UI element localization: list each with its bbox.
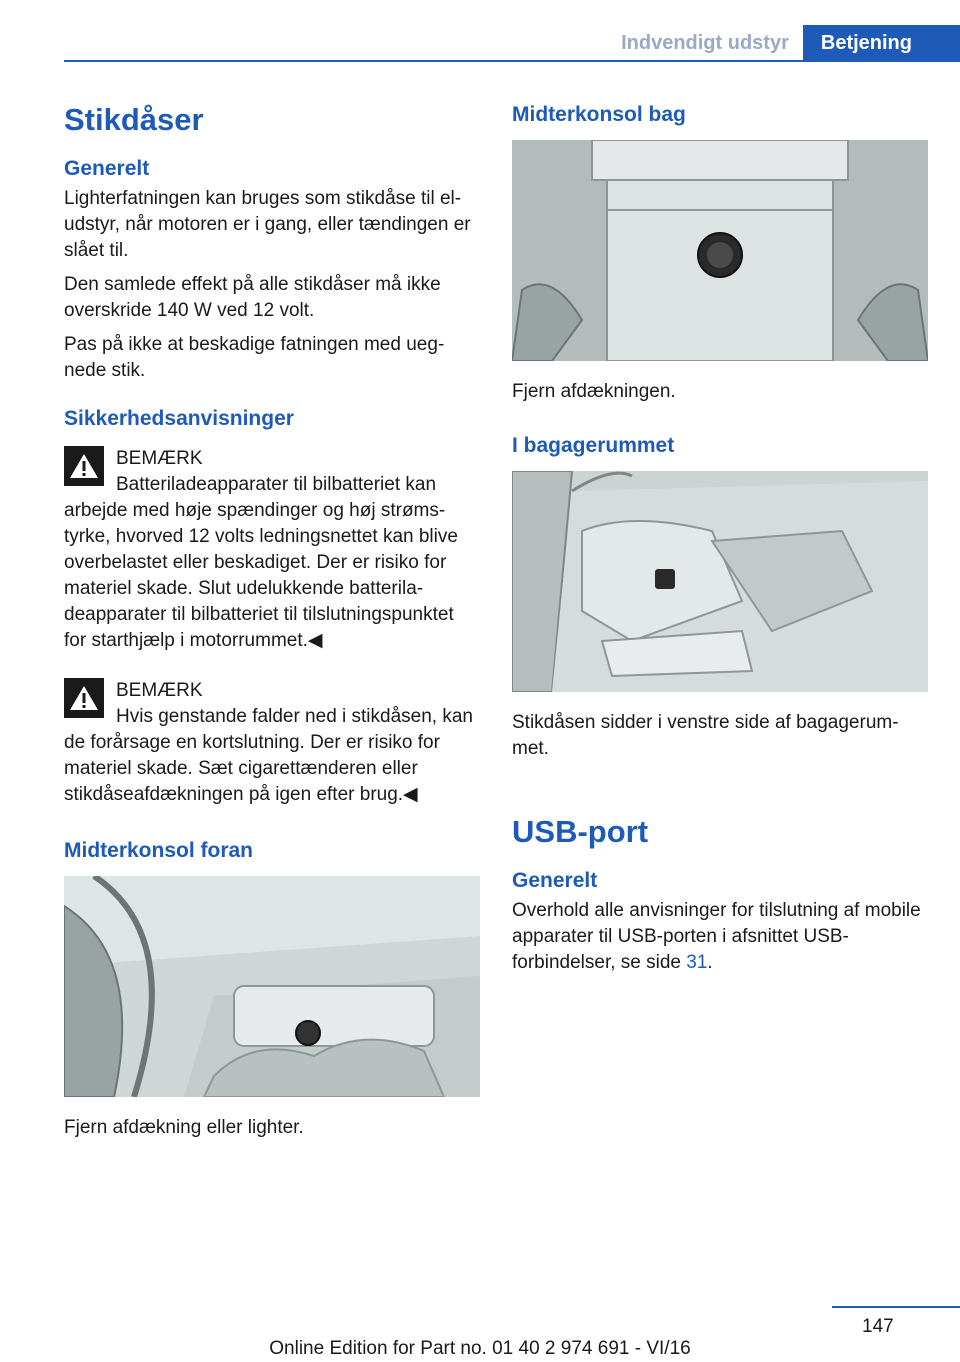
right-column xyxy=(512,96,928,984)
warning-triangle-icon xyxy=(64,678,104,718)
header-divider xyxy=(64,60,960,62)
trunk-caption: Stikdåsen sidder i venstre side af bagagerummet. xyxy=(512,712,899,759)
front-console-image xyxy=(64,876,480,1097)
general-paragraph-1: Lighterfatningen kan bruges som stikdåse til el-udstyr, når motoren er i gang, eller tændingen er slået til. xyxy=(64,188,471,261)
warning-label: BEMÆRK xyxy=(116,448,203,469)
usb-general-heading: Generelt xyxy=(512,869,598,892)
front-console-caption: Fjern afdækning eller lighter. xyxy=(64,1117,304,1138)
front-console-heading: Midterkonsol foran xyxy=(64,839,254,862)
header-chapter-tab[interactable]: Betjening xyxy=(803,25,960,61)
trunk-image xyxy=(512,471,928,692)
trunk-heading: I bagagerummet xyxy=(512,434,675,457)
footer-edition: Online Edition for Part no. 01 40 2 974 691 - VI/16 xyxy=(269,1338,691,1359)
warning-block-1 xyxy=(64,446,480,654)
page-title: Stikdåser xyxy=(64,102,204,137)
usb-title: USB-port xyxy=(512,814,649,849)
warning-text: Hvis genstande falder ned i stikdåsen, kan de forårsage en kortslutning. Der er risiko for materiel skade. Sæt cigarettænderen eller stikdåseafdækningen på igen efter brug.◀ xyxy=(64,706,473,805)
left-column xyxy=(64,96,480,1149)
header-section-title[interactable]: Indvendigt udstyr xyxy=(621,31,789,54)
warning-text: Batteriladeapparater til bilbatteriet kan arbejde med høje spændinger og høj strømstyrke, hvorved 12 volts ledningsnettet kan blive overbelastet eller beskadiget. Der er risiko for materiel skade. Slut udelukkende batteriladeapparater til bilbatteriet til tilslutningspunktet for starthjælp i motorrummet.◀ xyxy=(64,474,458,651)
rear-console-caption: Fjern afdækningen. xyxy=(512,381,676,402)
general-heading: Generelt xyxy=(64,157,150,180)
rear-console-heading: Midterkonsol bag xyxy=(512,103,686,126)
warning-label: BEMÆRK xyxy=(116,680,203,701)
page-header xyxy=(607,25,960,61)
warning-triangle-icon xyxy=(64,446,104,486)
rear-console-image xyxy=(512,140,928,361)
usb-text: Overhold alle anvisninger for tilslutning af mobile apparater til USB-porten i afsnittet USB-forbindelser, se side xyxy=(512,900,921,973)
safety-heading: Sikkerhedsanvisninger xyxy=(64,407,294,430)
usb-page-link[interactable]: 31 xyxy=(686,952,708,973)
page-number: 147 xyxy=(862,1316,894,1337)
footer-divider xyxy=(832,1306,960,1308)
usb-paragraph xyxy=(512,898,928,976)
general-paragraph-3: Pas på ikke at beskadige fatningen med uegnede stik. xyxy=(64,334,445,381)
usb-text-end: . xyxy=(707,952,713,973)
general-paragraph-2: Den samlede effekt på alle stikdåser må ikke overskride 140 W ved 12 volt. xyxy=(64,274,441,321)
warning-block-2 xyxy=(64,678,480,808)
